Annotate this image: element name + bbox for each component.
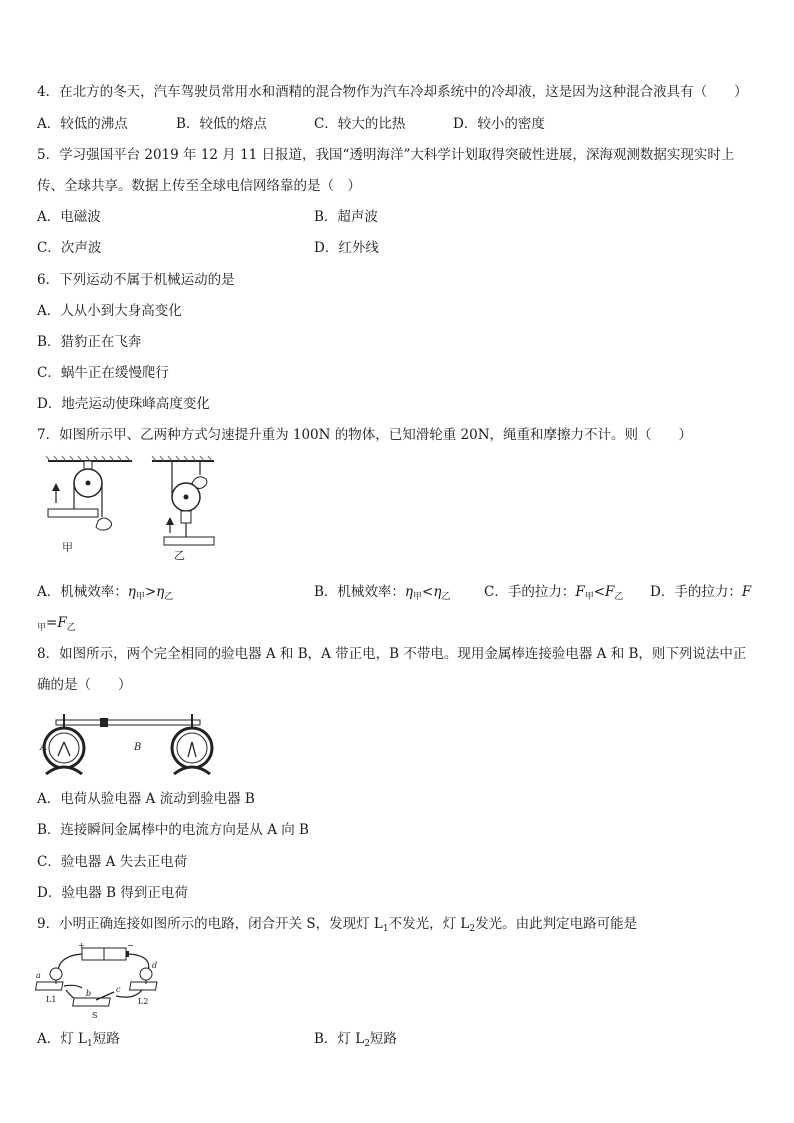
q4-stem: 4．在北方的冬天，汽车驾驶员常用水和酒精的混合物作为汽车冷却系统中的冷却液，这是因为这种混合液具有（ ） [37,84,748,100]
q7-option-c: C．手的拉力：$F_甲<F_乙$ [484,584,624,602]
q7-option-a: A．机械效率：$\eta_甲>\eta_乙$ [37,584,174,602]
fig-label-b: B [134,742,142,753]
electroscope-figure [36,712,232,778]
q7-option-d-cont: $_甲=F_乙$ [37,615,76,633]
q8-stem-line1: 8．如图所示，两个完全相同的验电器 A 和 B，A 带正电，B 不带电。现用金属棒连接验电器 A 和 B，则下列说法中正 [37,646,747,662]
q7-stem: 7．如图所示甲、乙两种方式匀速提升重为 100N 的物体，已知滑轮重 20N，绳重和摩擦力不计。则（ ） [37,427,693,443]
q8-stem-line2: 确的是（ ） [37,677,132,693]
q8-option-d: D．验电器 B 得到正电荷 [37,885,188,901]
pulley-figure [40,455,220,563]
fig-label-b-terminal: b [86,989,92,998]
fig-label-a: A [40,742,48,753]
q8-option-a: A．电荷从验电器 A 流动到验电器 B [37,791,255,807]
q5-option-b: B．超声波 [314,209,378,225]
q7-option-b: B．机械效率：$\eta_甲<\eta_乙$ [314,584,451,602]
q6-option-d: D．地壳运动使珠峰高度变化 [37,396,210,412]
q9-stem: 9．小明正确连接如图所示的电路，闭合开关 S，发现灯 $L_1$不发光，灯 $L_2$发光。由此判定电路可能是 [37,916,638,934]
q6-option-c: C．蜗牛正在缓慢爬行 [37,365,169,381]
fig-label-l2: L2 [138,997,149,1006]
q9-option-b: B．灯 $L_2$短路 [314,1031,397,1049]
fig-label-jia: 甲 [62,541,73,554]
circuit-figure [34,942,164,1020]
q9-option-a: A．灯 $L_1$短路 [37,1031,120,1049]
q6-stem: 6．下列运动不属于机械运动的是 [37,272,235,288]
svg-text:+: + [78,942,85,950]
fig-label-a-terminal: a [36,971,41,980]
q4-option-b: B．较低的熔点 [176,116,267,132]
q4-option-c: C．较大的比热 [314,116,406,132]
fig-label-l1: L1 [46,995,57,1004]
q5-option-a: A．电磁波 [37,209,101,225]
q8-option-c: C．验电器 A 失去正电荷 [37,854,188,870]
fig-label-s: S [92,1011,98,1020]
q8-option-b: B．连接瞬间金属棒中的电流方向是从 A 向 B [37,822,309,838]
q4-option-a: A．较低的沸点 [37,116,128,132]
q5-option-d: D．红外线 [314,240,379,256]
q4-option-d: D．较小的密度 [453,116,545,132]
fig-label-yi: 乙 [174,549,185,562]
q5-stem-line1: 5．学习强国平台 2019 年 12 月 11 日报道，我国“透明海洋”大科学计划取得突破性进展，深海观测数据实现实时上 [37,147,735,163]
q5-stem-line2: 传、全球共享。数据上传至全球电信网络靠的是（ ） [37,178,361,194]
fig-label-d-terminal: d [152,961,158,970]
svg-text:−: − [127,942,134,950]
q5-option-c: C．次声波 [37,240,102,256]
fig-label-c-terminal: c [116,985,121,994]
q6-option-b: B．猎豹正在飞奔 [37,334,142,350]
q6-option-a: A．人从小到大身高变化 [37,303,182,319]
q7-option-d: D．手的拉力：F [650,584,752,600]
